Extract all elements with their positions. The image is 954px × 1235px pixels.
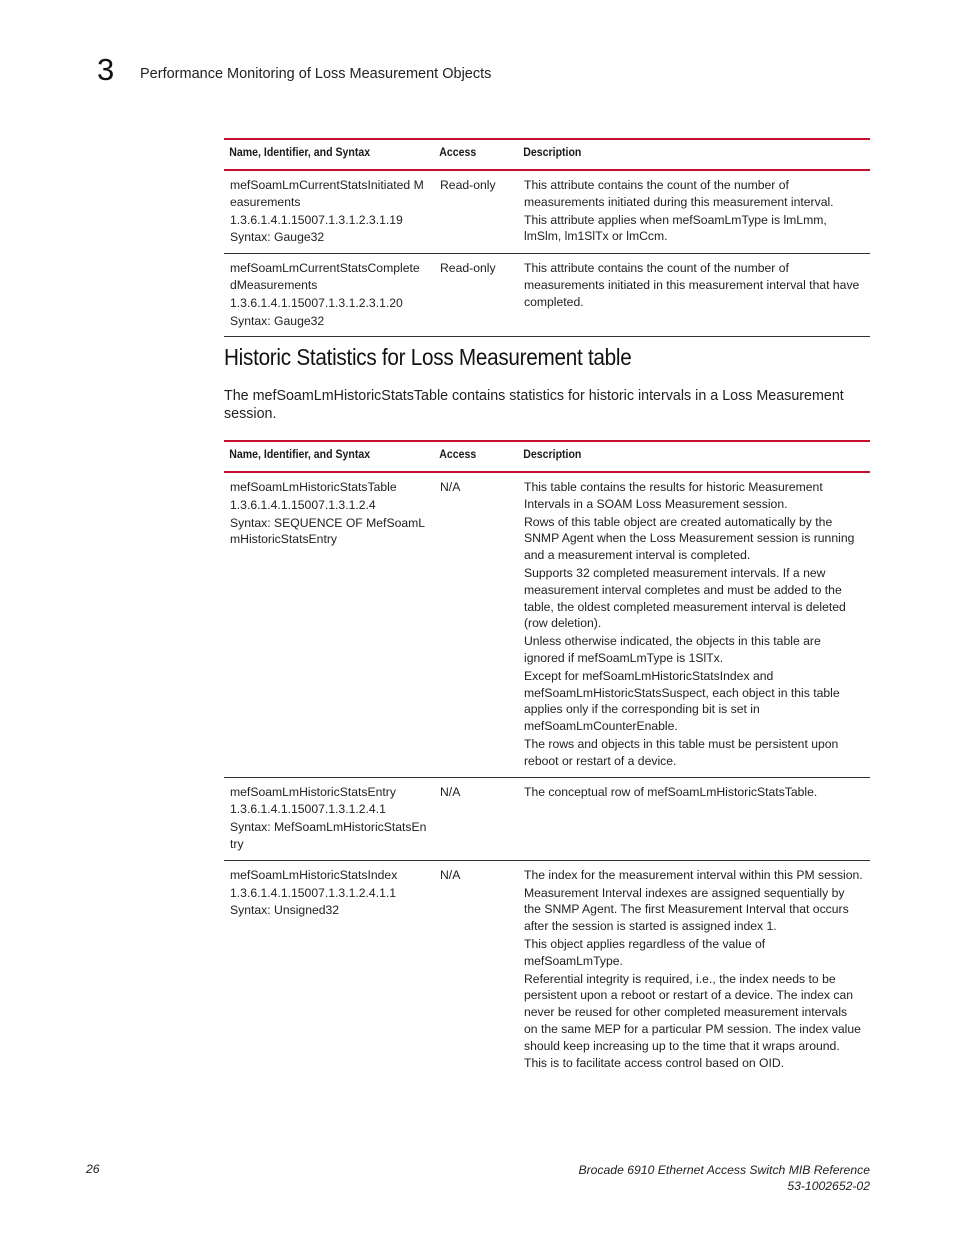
access-cell: Read-only [440,178,496,192]
description-paragraph: This attribute contains the count of the number of measurements initiated during this measurement interval. [524,178,834,209]
access-cell: N/A [440,867,461,882]
description-cell [518,170,870,254]
mib-objects-table-current [224,138,870,337]
column-header-access: Access [439,145,477,159]
mib-objects-table-historic [224,440,870,1078]
description-paragraph: Referential integrity is required, i.e., the index needs to be persistent upon a reboot or restart of a device. The index can never be reused for other completed measurement intervals on the same MEP for a particular PM session. The index value should keep increasing up to the time that it wraps around. This is to facilitate access control based on OID. [524,971,861,1070]
table-row [224,170,870,254]
object-syntax: Syntax: MefSoamLmHistoricStatsEntry [230,820,427,851]
object-syntax: Syntax: Gauge32 [230,313,325,328]
table-header-row [224,441,870,472]
description-paragraph: This attribute applies when mefSoamLmType is lmLmm, lmSlm, lm1SlTx or lmCcm. [524,212,827,244]
column-header-access: Access [439,447,477,461]
name-cell [224,777,434,860]
object-name: mefSoamLmCurrentStatsComplete dMeasurements [230,261,420,292]
description-paragraph: The rows and objects in this table must be persistent upon reboot or restart of a device. [524,736,839,768]
object-syntax: Syntax: Gauge32 [230,230,325,245]
object-oid: 1.3.6.1.4.1.15007.1.3.1.2.4.1.1 [230,885,397,900]
chapter-number: 3 [97,52,115,87]
description-paragraph: The index for the measurement interval within this PM session. [524,867,863,882]
chapter-title: Performance Monitoring of Loss Measurement Objects [140,66,492,82]
column-header-name: Name, Identifier, and Syntax [229,145,371,159]
description-paragraph: This attribute contains the count of the number of measurements initiated in this measurement interval that have completed. [524,261,860,309]
description-paragraph: Except for mefSoamLmHistoricStatsIndex and mefSoamLmHistoricStatsSuspect, each object in this table applies only if the corresponding bit is set in mefSoamLmCounterEnable. [524,668,840,734]
access-cell: N/A [440,480,461,494]
table-row [224,777,870,860]
table-row [224,472,870,777]
description-paragraph: Rows of this table object are created automatically by the SNMP Agent when the Loss Measurement session is running and a measurement interval is completed. [524,514,855,563]
object-oid: 1.3.6.1.4.1.15007.1.3.1.2.3.1.20 [230,295,403,310]
object-syntax: Syntax: Unsigned32 [230,903,340,918]
column-header-description: Description [523,145,582,159]
object-oid: 1.3.6.1.4.1.15007.1.3.1.2.4 [230,497,376,512]
object-name: mefSoamLmCurrentStatsInitiated Measurements [230,178,424,209]
description-paragraph: This table contains the results for historic Measurement Intervals in a SOAM Loss Measurement session. [524,480,823,511]
page-number: 26 [86,1162,100,1176]
object-name: mefSoamLmHistoricStatsIndex [230,867,398,882]
table-header-row [224,139,870,170]
object-name: mefSoamLmHistoricStatsEntry [230,784,396,799]
document-number: 53-1002652-02 [787,1179,870,1193]
description-paragraph: Supports 32 completed measurement intervals. If a new measurement interval completes and must be added to the table, the oldest completed measurement interval is deleted (row deletion). [524,565,846,631]
name-cell [224,170,434,254]
object-name: mefSoamLmHistoricStatsTable [230,480,397,494]
description-paragraph: Unless otherwise indicated, the objects in this table are ignored if mefSoamLmType is 1SlTx. [524,634,821,665]
footer-doc-info [578,1162,870,1194]
section-heading: Historic Statistics for Loss Measurement table [224,344,632,370]
object-oid: 1.3.6.1.4.1.15007.1.3.1.2.3.1.19 [230,212,403,227]
description-cell [518,254,870,337]
table-row [224,254,870,337]
description-paragraph: The conceptual row of mefSoamLmHistoricStatsTable. [524,784,818,799]
section-intro: The mefSoamLmHistoricStatsTable contains statistics for historic intervals in a Loss Measurement session. [224,388,844,422]
description-cell [518,860,870,1078]
access-cell: Read-only [440,261,496,276]
column-header-description: Description [523,447,582,461]
description-cell [518,472,870,777]
object-syntax: Syntax: SEQUENCE OF MefSoamLmHistoricStatsEntry [230,515,426,547]
name-cell [224,254,434,337]
column-header-name: Name, Identifier, and Syntax [229,447,371,461]
description-cell [518,777,870,860]
description-paragraph: Measurement Interval indexes are assigned sequentially by the SNMP Agent. The first Measurement Interval that occurs after the session is started is assigned index 1. [524,885,849,934]
access-cell: N/A [440,784,461,799]
table-row [224,860,870,1078]
name-cell [224,472,434,777]
description-paragraph: This object applies regardless of the value of mefSoamLmType. [524,936,766,968]
name-cell [224,860,434,1078]
object-oid: 1.3.6.1.4.1.15007.1.3.1.2.4.1 [230,802,386,817]
document-title: Brocade 6910 Ethernet Access Switch MIB Reference [578,1163,870,1177]
